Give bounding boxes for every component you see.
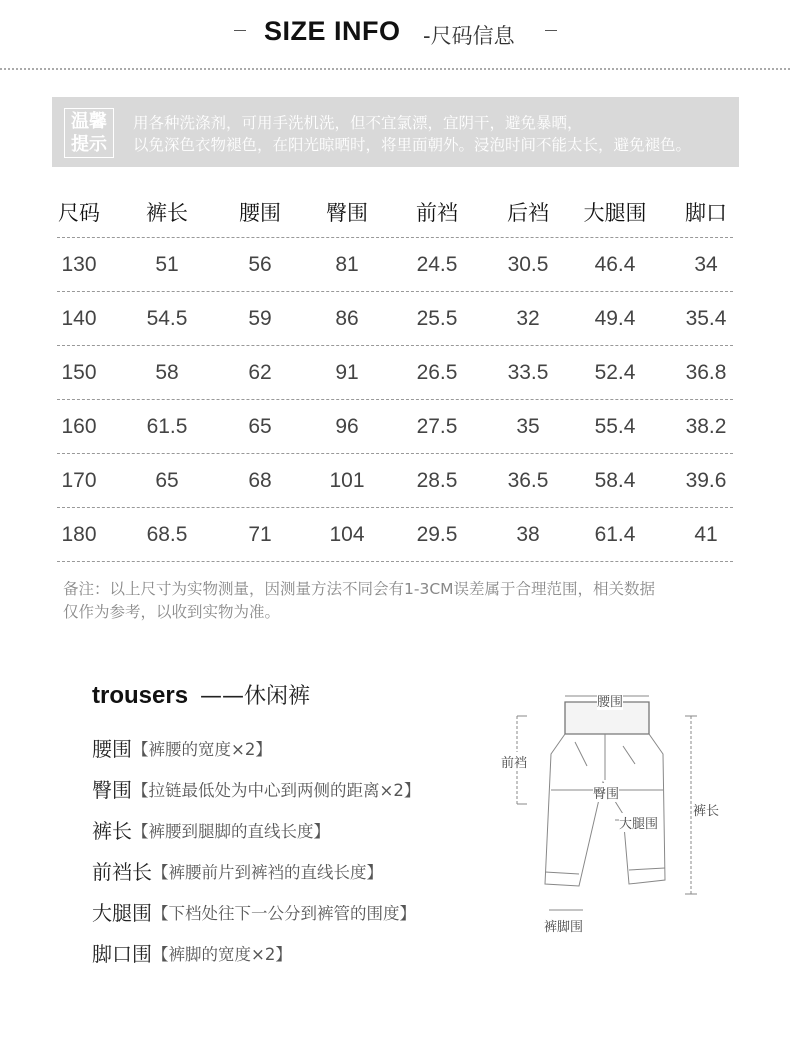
table-cell: 24.5 xyxy=(416,252,458,276)
table-cell: 36.8 xyxy=(685,360,727,384)
table-cell: 46.4 xyxy=(594,252,636,276)
trousers-title xyxy=(92,679,310,710)
table-header-row xyxy=(57,187,733,238)
table-cell: 150 xyxy=(61,360,97,384)
care-notice xyxy=(52,97,739,167)
table-cell: 32 xyxy=(516,306,540,330)
remark-note xyxy=(63,578,743,624)
definition-desc: 【下档处往下一公分到裤管的围度】 xyxy=(152,903,416,923)
header-cell: 大腿围 xyxy=(583,201,647,225)
table-cell: 49.4 xyxy=(594,306,636,330)
definition-term: 脚口围 xyxy=(92,942,152,966)
header-dash-left xyxy=(234,30,246,31)
definition-term: 裤长 xyxy=(92,819,132,843)
notice-text xyxy=(133,112,691,156)
notice-badge-line1: 温馨 xyxy=(71,111,107,132)
table-cell: 58.4 xyxy=(594,468,636,492)
diagram-label-thigh: 大腿围 xyxy=(619,813,658,832)
trousers-diagram xyxy=(495,684,755,934)
table-cell: 27.5 xyxy=(416,414,458,438)
table-cell: 26.5 xyxy=(416,360,458,384)
table-cell: 28.5 xyxy=(416,468,458,492)
notice-badge xyxy=(64,108,114,158)
size-info-header xyxy=(0,14,790,50)
table-cell: 170 xyxy=(61,468,97,492)
header-cell: 脚口 xyxy=(685,201,727,225)
table-cell: 61.5 xyxy=(146,414,188,438)
diagram-label-hip: 臀围 xyxy=(593,783,619,802)
table-cell: 55.4 xyxy=(594,414,636,438)
table-row xyxy=(57,508,733,562)
header-cell: 臀围 xyxy=(326,201,368,225)
table-cell: 56 xyxy=(248,252,272,276)
definition-item xyxy=(92,891,420,932)
table-cell: 71 xyxy=(248,522,272,546)
header-cell: 尺码 xyxy=(58,201,100,225)
table-cell: 41 xyxy=(694,522,718,546)
diagram-label-waist: 腰围 xyxy=(597,691,623,710)
table-cell: 140 xyxy=(61,306,97,330)
diagram-label-front-rise: 前裆 xyxy=(501,752,527,771)
table-cell: 91 xyxy=(335,360,359,384)
measurement-definitions xyxy=(92,727,420,973)
table-row xyxy=(57,346,733,400)
table-cell: 54.5 xyxy=(146,306,188,330)
table-cell: 180 xyxy=(61,522,97,546)
notice-line2: 以免深色衣物褪色，在阳光晾晒时，将里面朝外。浸泡时间不能太长，避免褪色。 xyxy=(133,136,692,154)
table-cell: 61.4 xyxy=(594,522,636,546)
definition-term: 腰围 xyxy=(92,737,132,761)
table-cell: 96 xyxy=(335,414,359,438)
header-title: SIZE INFO xyxy=(264,16,401,46)
table-cell: 25.5 xyxy=(416,306,458,330)
trousers-title-en: trousers xyxy=(92,682,189,709)
table-cell: 34 xyxy=(694,252,718,276)
table-cell: 104 xyxy=(329,522,365,546)
table-cell: 68.5 xyxy=(146,522,188,546)
definition-term: 大腿围 xyxy=(92,901,152,925)
table-cell: 130 xyxy=(61,252,97,276)
table-cell: 38.2 xyxy=(685,414,727,438)
header-subtitle: -尺码信息 xyxy=(423,24,515,48)
table-cell: 65 xyxy=(248,414,272,438)
table-row xyxy=(57,238,733,292)
definition-item xyxy=(92,768,420,809)
header-cell: 前裆 xyxy=(416,201,458,225)
table-cell: 101 xyxy=(329,468,365,492)
table-cell: 86 xyxy=(335,306,359,330)
definition-desc: 【裤腰到腿脚的直线长度】 xyxy=(132,821,330,841)
definition-item xyxy=(92,850,420,891)
table-cell: 35 xyxy=(516,414,540,438)
remark-line1: 备注：以上尺寸为实物测量，因测量方法不同会有1-3CM误差属于合理范围，相关数据 xyxy=(63,580,656,598)
table-cell: 160 xyxy=(61,414,97,438)
remark-line2: 仅作为参考，以收到实物为准。 xyxy=(63,603,281,621)
definition-desc: 【拉链最低处为中心到两侧的距离×2】 xyxy=(132,780,421,800)
definition-item xyxy=(92,727,420,768)
table-cell: 38 xyxy=(516,522,540,546)
definition-term: 前裆长 xyxy=(92,860,152,884)
table-cell: 39.6 xyxy=(685,468,727,492)
table-cell: 29.5 xyxy=(416,522,458,546)
table-cell: 30.5 xyxy=(507,252,549,276)
dotted-divider xyxy=(0,68,790,70)
table-row xyxy=(57,454,733,508)
table-row xyxy=(57,400,733,454)
table-cell: 68 xyxy=(248,468,272,492)
table-row xyxy=(57,292,733,346)
definition-desc: 【裤腰前片到裤裆的直线长度】 xyxy=(152,862,383,882)
table-cell: 58 xyxy=(155,360,179,384)
diagram-label-hem: 裤脚围 xyxy=(544,916,583,935)
definition-item xyxy=(92,809,420,850)
header-dash-right xyxy=(545,30,557,31)
table-cell: 35.4 xyxy=(685,306,727,330)
header-cell: 裤长 xyxy=(146,201,188,225)
diagram-label-length: 裤长 xyxy=(693,800,719,819)
table-cell: 33.5 xyxy=(507,360,549,384)
size-table xyxy=(57,187,733,562)
header-cell: 腰围 xyxy=(239,201,281,225)
notice-badge-line2: 提示 xyxy=(71,134,107,155)
notice-line1: 用各种洗涤剂，可用手洗机洗，但不宜氯漂，宜阴干，避免暴晒， xyxy=(133,114,583,132)
table-cell: 51 xyxy=(155,252,179,276)
header-cell: 后裆 xyxy=(507,201,549,225)
definition-desc: 【裤腰的宽度×2】 xyxy=(132,739,272,759)
table-cell: 59 xyxy=(248,306,272,330)
definition-item xyxy=(92,932,420,973)
trousers-title-cn: ——休闲裤 xyxy=(200,684,311,709)
definition-desc: 【裤脚的宽度×2】 xyxy=(152,944,292,964)
table-cell: 62 xyxy=(248,360,272,384)
definition-term: 臀围 xyxy=(92,778,132,802)
table-cell: 52.4 xyxy=(594,360,636,384)
table-cell: 81 xyxy=(335,252,359,276)
table-cell: 36.5 xyxy=(507,468,549,492)
table-cell: 65 xyxy=(155,468,179,492)
